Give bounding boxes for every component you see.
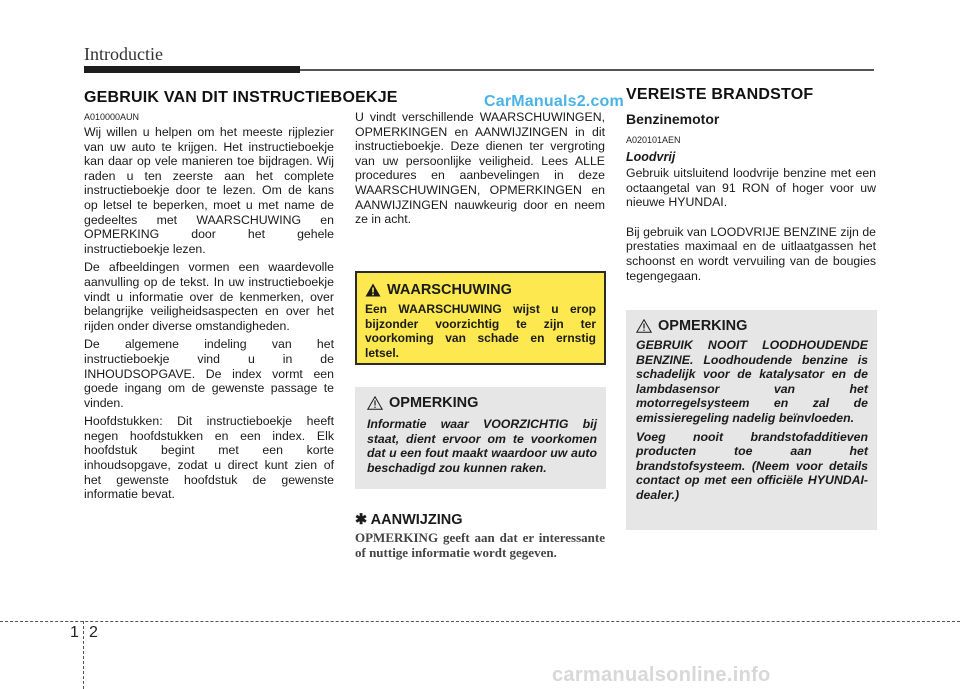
fuel-note-box [626, 310, 877, 530]
section-title-brandstof: VEREISTE BRANDSTOF [626, 86, 814, 103]
warning-text: Een WAARSCHUWING wijst u erop bijzonder voorzichtig te zijn ter voorkoming van schade en ernstig letsel. [365, 302, 596, 360]
paragraph: Gebruik uitsluitend loodvrije benzine met een octaangetal van 91 RON of hoger voor uw nieuwe HYUNDAI. [626, 166, 876, 210]
warning-header [365, 282, 596, 298]
asterisk-icon: ✱ [355, 512, 368, 528]
note-header [636, 318, 868, 334]
hint-title: AANWIJZING [370, 512, 463, 528]
note-box [355, 387, 606, 489]
note-title: OPMERKING [389, 395, 479, 411]
paragraph: De afbeeldingen vormen een waardevolle aanvulling op de tekst. In uw instructieboekje vindt u informatie over de kenmerken, over belangrijke veiligheidsaspecten en over het rijden onder diverse omstandigheden. [84, 260, 334, 333]
note-title: OPMERKING [658, 318, 748, 334]
paragraph: GEBRUIK NOOIT LOODHOUDENDE BENZINE. Loodhoudende benzine is schadelijk voor de katalysator en de lambdasensor van het motorregelsysteem en zal de emissieregeling nadelig beïnvloeden. [636, 338, 868, 425]
note-header [367, 395, 597, 411]
col1-body [84, 125, 334, 506]
watermark-bottom[interactable]: carmanualsonline.info [552, 664, 771, 686]
caution-triangle-icon [636, 319, 652, 333]
note-text: Informatie waar VOORZICHTIG bij staat, dient ervoor om te voorkomen dat u een fout maakt waardoor uw auto beschadigd zou kunnen raken. [367, 417, 597, 475]
footer-divider [83, 621, 84, 689]
page-number: 2 [89, 624, 98, 641]
paragraph: Wij willen u helpen om het meeste rijplezier van uw auto te krijgen. Het instructieboekje kan daar op vele manieren toe bijdragen. Wij raden u ten zeerste aan het complete instructieboekje door te lezen. Om de kans op letsel te beperken, moet u met name de gedeeltes met WAARSCHUWING en OPMERKING door het gehele instructieboekje lezen. [84, 125, 334, 256]
warning-box [355, 271, 606, 365]
header-bar [84, 66, 300, 73]
paragraph: De algemene indeling van het instructieboekje vind u in de INHOUDSOPGAVE. De index vormt een goede ingang om de gewenste passage te vinden. [84, 337, 334, 410]
chapter-number: 1 [70, 624, 79, 641]
note-text [636, 338, 868, 503]
section-code: A010000AUN [84, 112, 140, 122]
footer-rule [0, 621, 960, 622]
warning-triangle-icon [365, 283, 381, 297]
warning-title: WAARSCHUWING [387, 282, 512, 298]
section-code: A020101AEN [626, 135, 681, 145]
paragraph: Bij gebruik van LOODVRIJE BENZINE zijn de prestaties maximaal en de uitlaatgassen het schoonst en wordt vervuiling van de bougies tegengegaan. [626, 224, 876, 283]
paragraph: Hoofdstukken: Dit instructieboekje heeft negen hoofdstukken en een index. Elk hoofdstuk begint met een korte inhoudsopgave, zodat u direct kunt zien of het gewenste hoofdstuk de gewenste informatie bevat. [84, 414, 334, 502]
watermark-top[interactable]: CarManuals2.com [484, 93, 624, 110]
header-rule [300, 69, 874, 71]
hint-text: OPMERKING geeft aan dat er interessante of nuttige informatie wordt gegeven. [355, 530, 605, 560]
hint-header [355, 512, 463, 528]
col3-body [626, 166, 876, 287]
subtitle-benzinemotor: Benzinemotor [626, 111, 720, 127]
header-title: Introductie [84, 44, 163, 64]
caution-triangle-icon [367, 396, 383, 410]
col2-intro: U vindt verschillende WAARSCHUWINGEN, OPMERKINGEN en AANWIJZINGEN in dit instructieboekje. Deze dienen ter vergroting van uw persoonlijke veiligheid. Lees ALLE procedures en aanbevelingen in deze WAARSCHUWINGEN, OPMERKINGEN en AANWIJZINGEN nauwkeurig door en neem ze in acht. [355, 110, 605, 227]
paragraph: Voeg nooit brandstofadditieven producten toe aan het brandstofsysteem. (Neem voor details contact op met een officiële HYUNDAI-dealer.) [636, 429, 868, 502]
section-title-instructieboekje: GEBRUIK VAN DIT INSTRUCTIEBOEKJE [84, 89, 398, 106]
subtitle-loodvrij: Loodvrij [626, 150, 676, 164]
